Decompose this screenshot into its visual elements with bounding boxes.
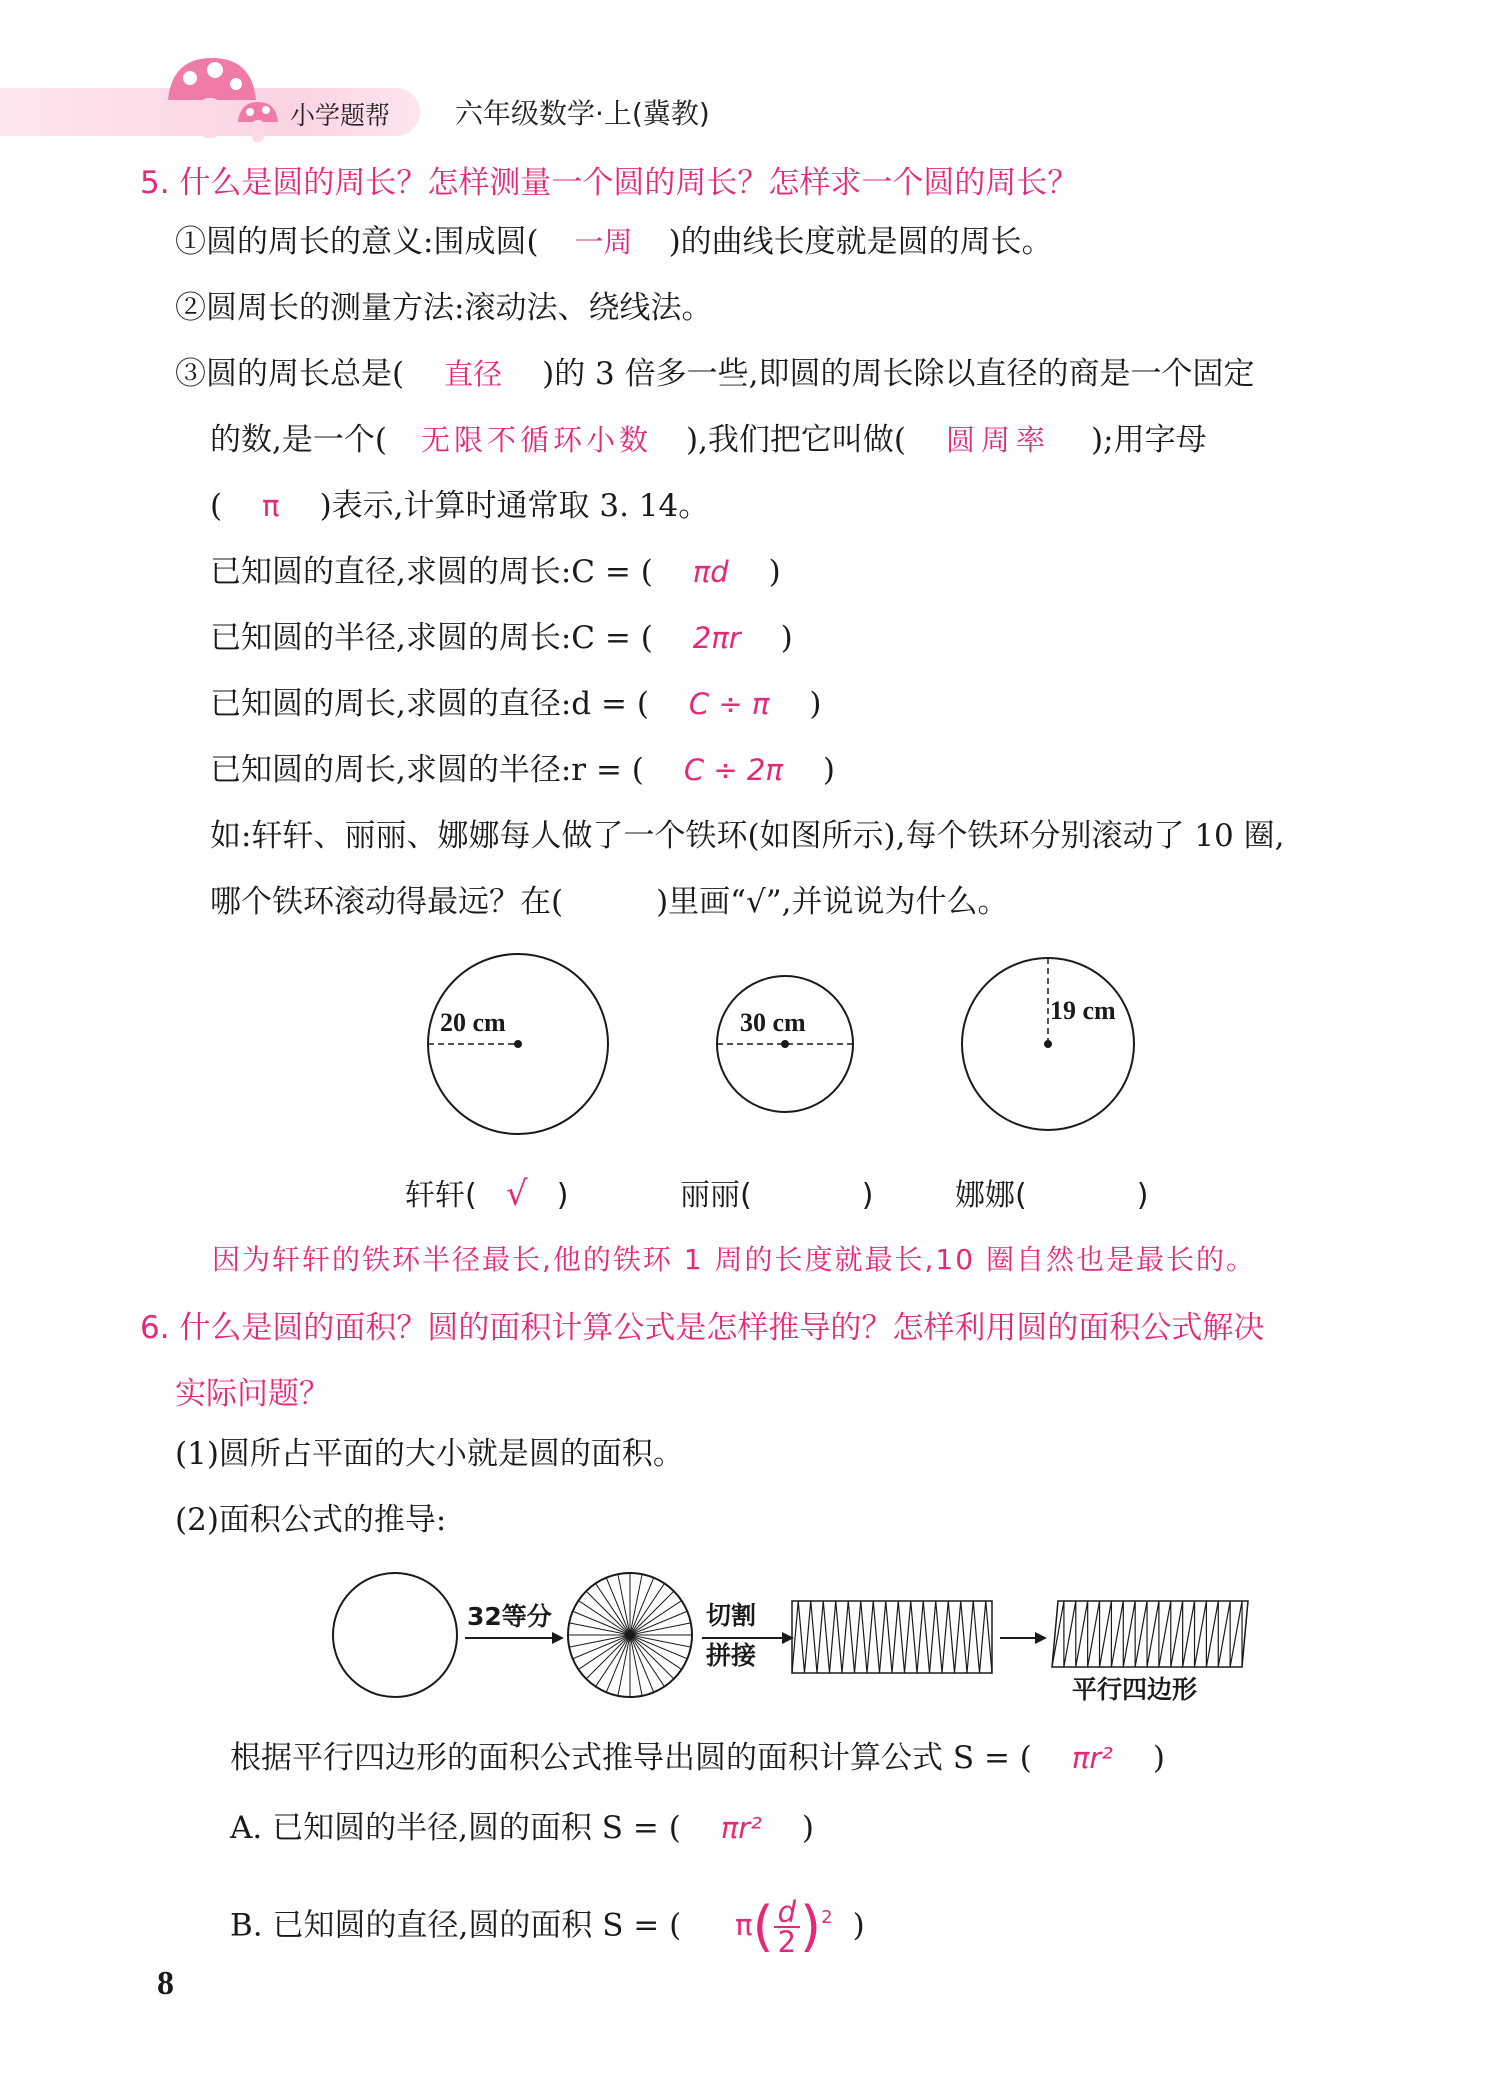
page-number: 8 bbox=[157, 1965, 174, 2002]
hoop-lili bbox=[717, 976, 853, 1112]
q5-line-5: ( π )表示,计算时通常取 3. 14。 bbox=[210, 488, 710, 524]
divided-circle bbox=[568, 1573, 692, 1697]
q5-title: 5. 什么是圆的周长？怎样测量一个圆的周长？怎样求一个圆的周长？ bbox=[140, 165, 1079, 201]
q6-title-2: 实际问题？ bbox=[175, 1376, 330, 1412]
q5-line-4: 的数,是一个( 无限不循环小数 ),我们把它叫做( 圆周率 );用字母 bbox=[210, 422, 1207, 458]
formula-diameter: 已知圆的周长,求圆的直径:d = ( C ÷ π ) bbox=[210, 686, 822, 722]
parallelogram-label: 平行四边形 bbox=[1072, 1675, 1198, 1704]
answer-xuanxuan: 轩轩( √ ) bbox=[405, 1174, 569, 1214]
answer-nana: 娜娜( ) bbox=[955, 1178, 1149, 1213]
step-join-label: 拼接 bbox=[706, 1641, 757, 1670]
hoops-figure bbox=[400, 940, 1160, 1140]
parallelogram-shape bbox=[1052, 1601, 1248, 1667]
q6-part-2: (2)面积公式的推导: bbox=[175, 1502, 447, 1538]
area-formula-radius: A. 已知圆的半径,圆的面积 S = ( πr² ) bbox=[230, 1810, 814, 1846]
q5-line-1: ①圆的周长的意义:围成圆( 一周 )的曲线长度就是圆的周长。 bbox=[175, 224, 1053, 260]
q6-part-1: (1)圆所占平面的大小就是圆的面积。 bbox=[175, 1436, 684, 1472]
q5-line-3: ③圆的周长总是( 直径 )的 3 倍多一些,即圆的周长除以直径的商是一个固定 bbox=[175, 356, 1255, 392]
q6-title-1: 6. 什么是圆的面积？圆的面积计算公式是怎样推导的？怎样利用圆的面积公式解决 bbox=[140, 1310, 1265, 1346]
hoop-xuanxuan bbox=[428, 954, 608, 1134]
reason-answer: 因为轩轩的铁环半径最长,他的铁环 1 周的长度就最长,10 圈自然也是最长的。 bbox=[212, 1243, 1256, 1276]
example-line-1: 如:轩轩、丽丽、娜娜每人做了一个铁环(如图所示),每个铁环分别滚动了 10 圈, bbox=[210, 818, 1285, 854]
answer-lili: 丽丽( ) bbox=[680, 1178, 874, 1213]
hoop-label-3: 19 cm bbox=[1050, 996, 1116, 1025]
hoop-label-2: 30 cm bbox=[740, 1008, 806, 1037]
hoop-label-1: 20 cm bbox=[440, 1008, 506, 1037]
step-cut-label: 切割 bbox=[706, 1601, 757, 1630]
series-title: 小学题帮 bbox=[290, 101, 391, 130]
hoop-nana bbox=[962, 958, 1134, 1130]
step-divide-label: 32等分 bbox=[467, 1602, 552, 1631]
formula-radius: 已知圆的周长,求圆的半径:r = ( C ÷ 2π ) bbox=[210, 752, 835, 788]
rearranged-strip-1 bbox=[792, 1601, 992, 1673]
area-formula-diameter: B. 已知圆的直径,圆的面积 S = ( π( $\frac{d}{2}$ )$^2$ ) bbox=[230, 1895, 865, 1959]
book-title: 六年级数学·上(冀教) bbox=[455, 97, 710, 130]
formula-circumference-diameter: 已知圆的直径,求圆的周长:C = ( πd ) bbox=[210, 554, 781, 590]
example-line-2: 哪个铁环滚动得最远？在( )里画“√”,并说说为什么。 bbox=[210, 884, 1009, 920]
fraction-answer: π( $\frac{d}{2}$ )$^2$ bbox=[735, 1895, 833, 1959]
q5-line-2: ②圆周长的测量方法:滚动法、绕线法。 bbox=[175, 290, 713, 326]
derive-formula: 根据平行四边形的面积公式推导出圆的面积计算公式 S = ( πr² ) bbox=[230, 1740, 1165, 1776]
mushroom-icon bbox=[160, 52, 280, 147]
formula-circumference-radius: 已知圆的半径,求圆的周长:C = ( 2πr ) bbox=[210, 620, 793, 656]
